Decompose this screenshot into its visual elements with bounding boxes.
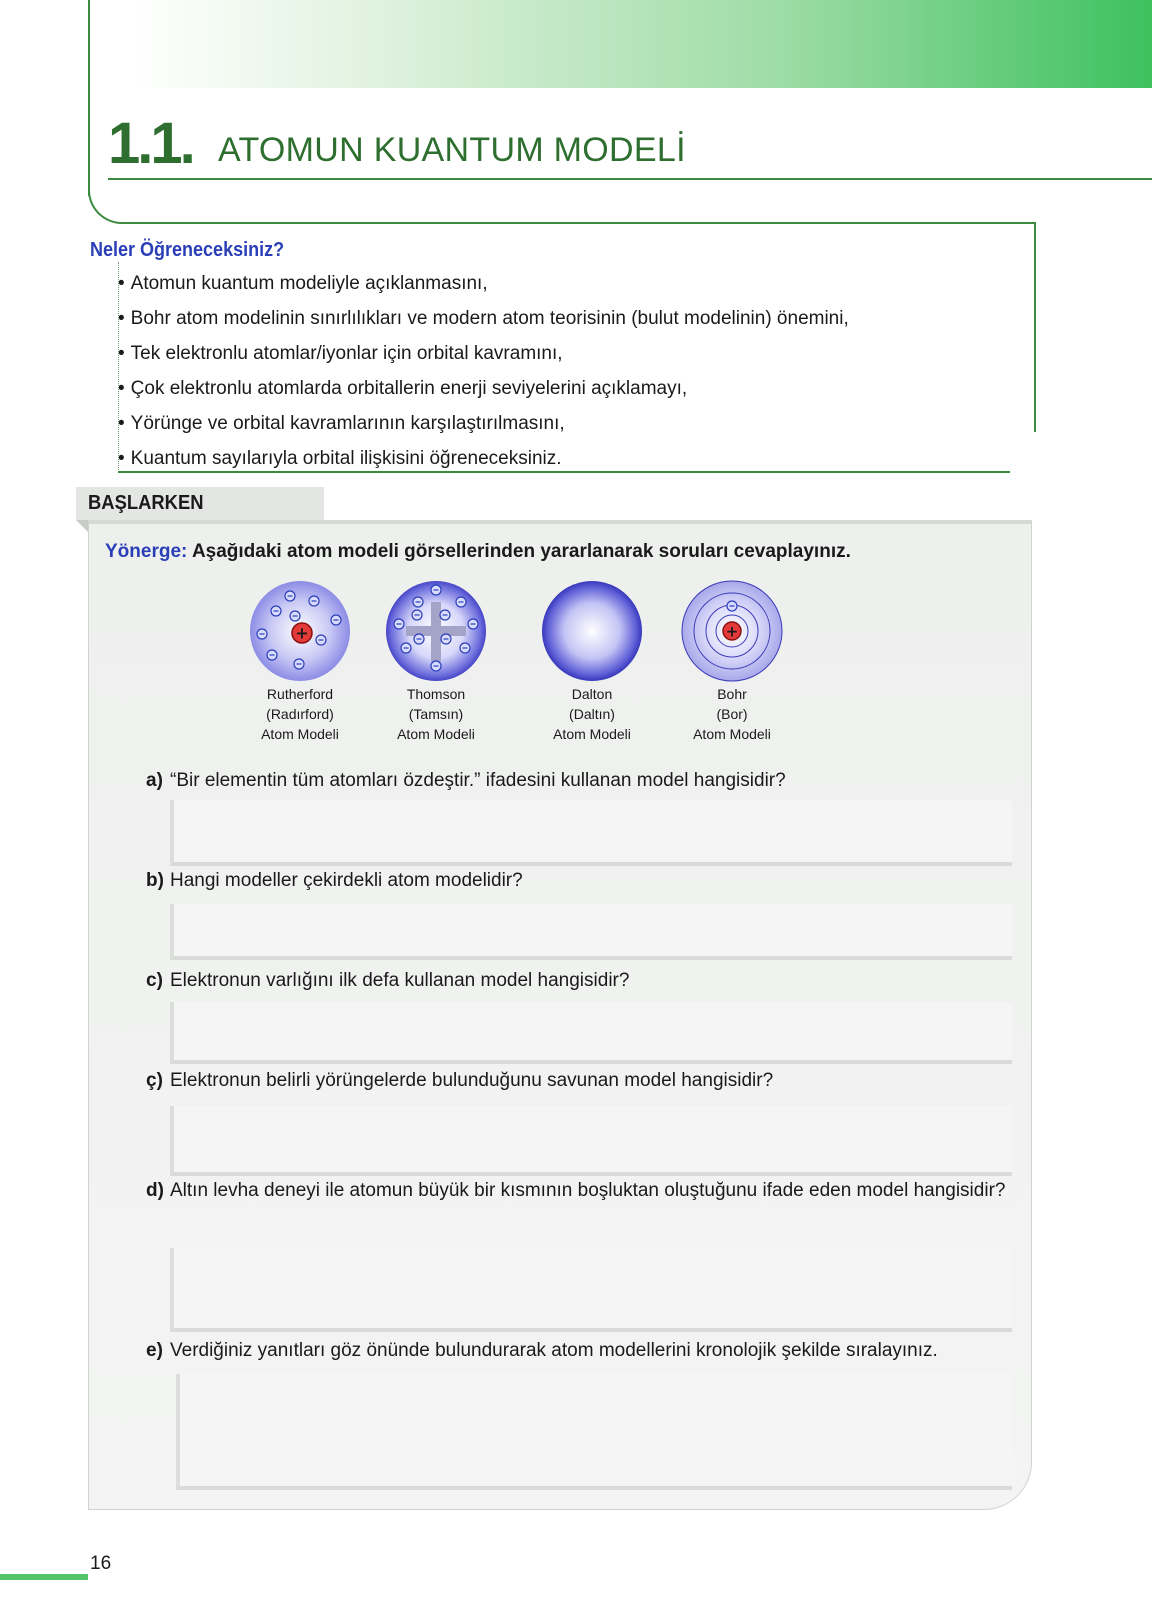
question-text: “Bir elementin tüm atomları özdeştir.” ifadesini kullanan model hangisidir? (170, 770, 786, 791)
question-text: Hangi modeller çekirdekli atom modelidir? (170, 870, 523, 891)
objectives-margin-line (118, 262, 120, 472)
title-underline (108, 178, 1152, 180)
answer-field-b[interactable] (170, 904, 1012, 960)
model-suffix: Atom Modeli (553, 726, 631, 742)
objective-item: • Çok elektronlu atomlarda orbitallerin enerji seviyelerini açıklamayı, (118, 378, 688, 399)
svg-text:+: + (725, 622, 739, 641)
answer-field-a[interactable] (170, 800, 1012, 866)
objective-item: • Tek elektronlu atomlar/iyonlar için orbital kavramını, (118, 343, 563, 364)
model-suffix: Atom Modeli (693, 726, 771, 742)
rutherford-atom-icon (245, 578, 355, 684)
objective-item: • Atomun kuantum modeliyle açıklanmasını, (118, 273, 488, 294)
bohr-atom-icon (677, 578, 787, 684)
activity-tab-notch (76, 520, 88, 532)
answer-field-c[interactable] (170, 1002, 1012, 1064)
question-label: d) (146, 1180, 164, 1201)
question-c (146, 966, 1012, 996)
model-thomson (366, 578, 506, 744)
atom-models-row (230, 578, 810, 748)
question-d (146, 1176, 1012, 1206)
directive-text: Aşağıdaki atom modeli görsellerinden yararlanarak soruları cevaplayınız. (191, 541, 851, 562)
question-text: Elektronun varlığını ilk defa kullanan model hangisidir? (170, 970, 630, 991)
model-name: Dalton (571, 686, 613, 702)
activity-tab (76, 487, 324, 520)
model-pronunciation: (Bor) (716, 706, 748, 722)
model-name: Thomson (406, 686, 466, 702)
question-text: Elektronun belirli yörüngelerde bulunduğunu savunan model hangisidir? (170, 1070, 774, 1091)
dalton-atom-icon (537, 578, 647, 684)
model-name: Rutherford (266, 686, 334, 702)
answer-field-e[interactable] (176, 1374, 1012, 1490)
question-label: ç) (146, 1070, 163, 1091)
thomson-atom-icon (381, 578, 491, 684)
section-number: 1.1. (108, 111, 193, 176)
question-text: Verdiğiniz yanıtları göz önünde bulundurarak atom modellerini kronolojik şekilde sıralayınız. (170, 1340, 938, 1361)
directive (105, 540, 851, 564)
objective-item: • Yörünge ve orbital kavramlarının karşılaştırılmasını, (118, 413, 565, 434)
model-pronunciation: (Daltın) (569, 706, 615, 722)
question-cc (146, 1066, 1012, 1096)
page-number: 16 (90, 1553, 112, 1574)
directive-label: Yönerge: (105, 541, 188, 562)
frame-corner (88, 180, 128, 224)
page-number-bar (0, 1574, 88, 1580)
model-name: Bohr (717, 686, 747, 702)
frame-right-line (1034, 222, 1036, 432)
objective-item: • Kuantum sayılarıyla orbital ilişkisini öğreneceksiniz. (118, 448, 562, 469)
model-suffix: Atom Modeli (397, 726, 475, 742)
answer-field-d[interactable] (170, 1248, 1012, 1332)
question-label: a) (146, 770, 163, 791)
model-dalton (522, 578, 662, 744)
activity-tab-label: BAŞLARKEN (88, 492, 204, 514)
section-title: ATOMUN KUANTUM MODELİ (218, 131, 686, 169)
objectives-divider (118, 471, 1010, 473)
objective-item: • Bohr atom modelinin sınırlılıkları ve modern atom teorisinin (bulut modelinin) önemini, (118, 308, 849, 329)
model-rutherford (230, 578, 370, 744)
objectives-heading: Neler Öğreneceksiniz? (90, 239, 285, 261)
svg-text:+: + (295, 623, 309, 643)
header-gradient-band (88, 0, 1152, 88)
frame-bottom-line (126, 222, 1036, 224)
question-label: b) (146, 870, 164, 891)
question-a (146, 766, 1012, 796)
question-b (146, 866, 1012, 896)
model-pronunciation: (Radırford) (266, 706, 334, 722)
question-label: e) (146, 1340, 163, 1361)
model-bohr (662, 578, 802, 744)
question-label: c) (146, 970, 163, 991)
model-pronunciation: (Tamsın) (408, 706, 464, 722)
question-text: Altın levha deneyi ile atomun büyük bir kısmının boşluktan oluştuğunu ifade eden model hangisidir? (170, 1180, 1006, 1201)
objectives-list (118, 266, 1018, 476)
question-e (146, 1336, 1012, 1366)
model-suffix: Atom Modeli (261, 726, 339, 742)
answer-field-cc[interactable] (170, 1106, 1012, 1176)
frame-left-line (88, 0, 90, 196)
